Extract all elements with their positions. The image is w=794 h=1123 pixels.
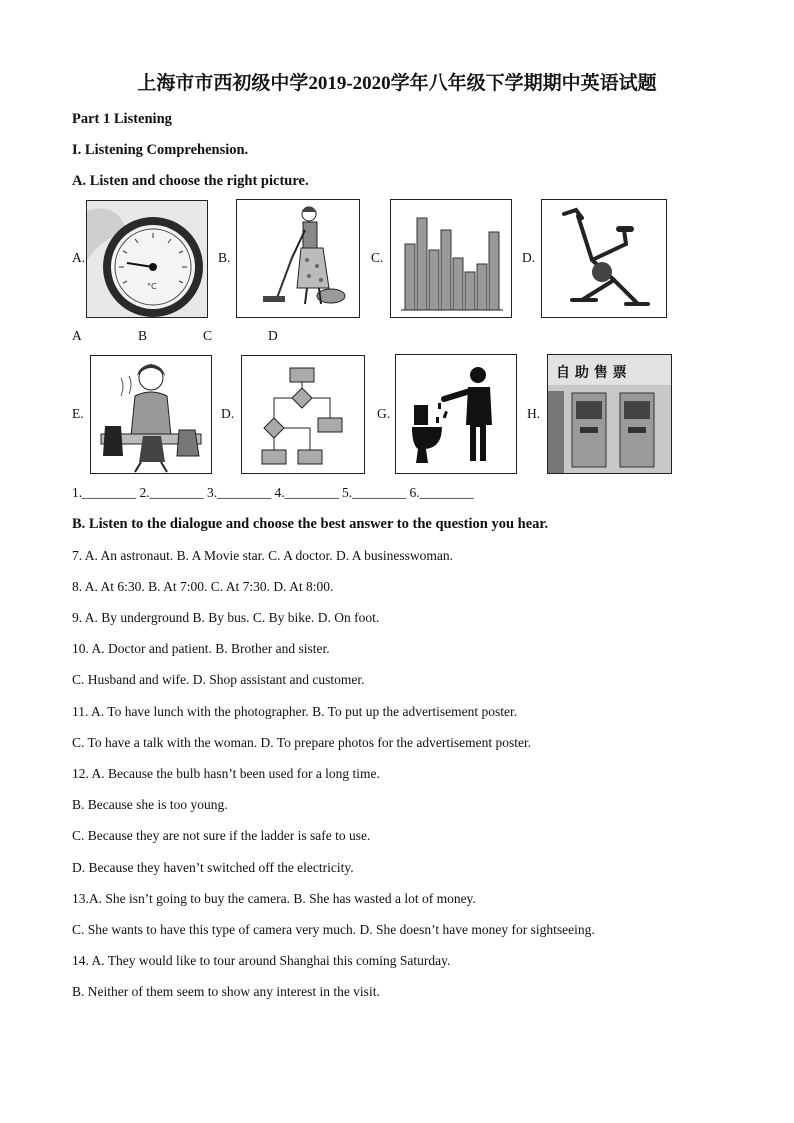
sub-label: A (72, 328, 82, 343)
option-label: E. (72, 406, 84, 421)
answer-blanks: 1.________ 2.________ 3.________ 4.________ 5.________ 6.________ (72, 485, 474, 500)
woman-vacuuming-picture (236, 199, 360, 318)
unit-label: °C (147, 282, 157, 291)
ticket-sign-text: 自 助 售 票 (556, 365, 627, 381)
exercise-bike-picture (541, 199, 667, 318)
section-heading: I. Listening Comprehension. (72, 142, 249, 158)
sub-label: B (138, 328, 148, 343)
part-heading: Part 1 Listening (72, 111, 172, 127)
option-label: A. (72, 250, 86, 265)
section-a-heading: A. Listen and choose the right picture. (72, 173, 309, 189)
ticket-machine-picture (547, 354, 672, 474)
option-label: D. (221, 406, 235, 421)
question-line: 8. A. At 6:30. B. At 7:00. C. At 7:30. D. At 8:00. (72, 579, 334, 594)
section-b-heading: B. Listen to the dialogue and choose the best answer to the question you hear. (72, 516, 549, 532)
option-label: G. (377, 406, 391, 421)
option-label: C. (371, 250, 384, 265)
litter-sign-picture (395, 354, 517, 474)
sub-label: D (268, 328, 278, 343)
question-line: 10. A. Doctor and patient. B. Brother and sister. (72, 641, 330, 656)
question-line: C. To have a talk with the woman. D. To prepare photos for the advertisement poster. (72, 735, 532, 750)
question-line: 12. A. Because the bulb hasn’t been used for a long time. (72, 766, 380, 781)
question-line: C. She wants to have this type of camera very much. D. She doesn’t have money for sightseeing. (72, 922, 595, 937)
thermometer-gauge-picture (86, 200, 208, 318)
option-label: H. (527, 406, 541, 421)
question-line: 13.A. She isn’t going to buy the camera. B. She has wasted a lot of money. (72, 891, 476, 906)
bar-chart-picture (390, 199, 512, 318)
question-line: B. Because she is too young. (72, 797, 228, 812)
flowchart-picture (241, 355, 365, 474)
question-line: D. Because they haven’t switched off the electricity. (72, 860, 354, 875)
woman-ironing-picture (90, 355, 212, 474)
question-line: C. Because they are not sure if the ladder is safe to use. (72, 828, 371, 843)
option-label: B. (218, 250, 231, 265)
question-line: C. Husband and wife. D. Shop assistant and customer. (72, 672, 365, 687)
question-line: 11. A. To have lunch with the photographer. B. To put up the advertisement poster. (72, 704, 518, 719)
question-line: 14. A. They would like to tour around Shanghai this coming Saturday. (72, 953, 451, 968)
option-label: D. (522, 250, 536, 265)
question-line: 9. A. By underground B. By bus. C. By bike. D. On foot. (72, 610, 380, 625)
page-title: 上海市市西初级中学2019-2020学年八年级下学期期中英语试题 (137, 73, 657, 94)
question-line: 7. A. An astronaut. B. A Movie star. C. A doctor. D. A businesswoman. (72, 548, 454, 563)
sub-label: C (203, 328, 213, 343)
question-line: B. Neither of them seem to show any interest in the visit. (72, 984, 380, 999)
